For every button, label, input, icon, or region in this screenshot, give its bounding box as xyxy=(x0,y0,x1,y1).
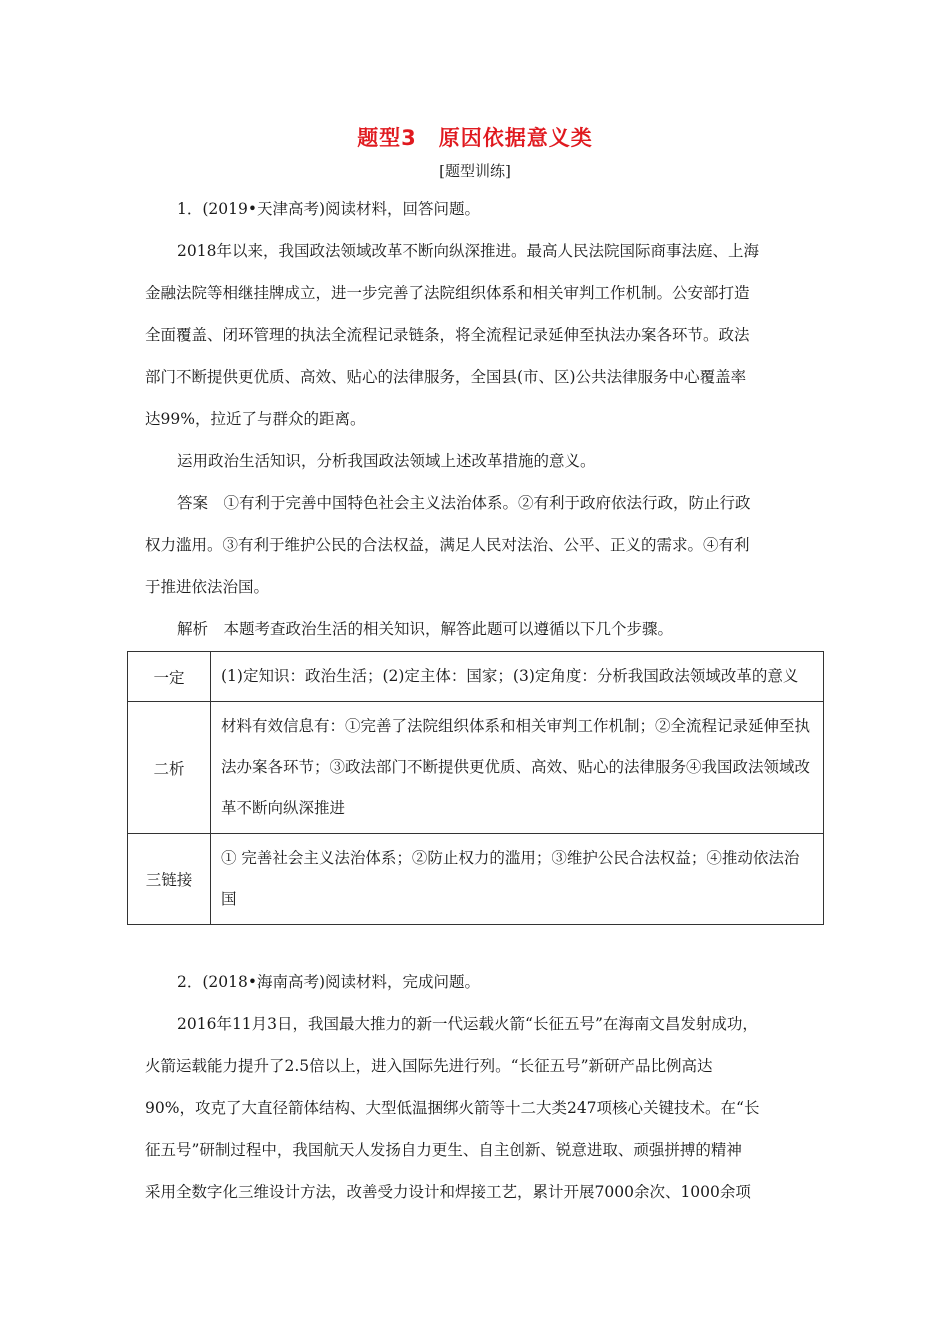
step-label: 三链接 xyxy=(128,834,211,925)
table-row xyxy=(128,834,824,925)
question-2-material-line: 采用全数字化三维设计方法，改善受力设计和焊接工艺，累计开展7000余次、1000余项 xyxy=(145,1183,751,1201)
section-subtitle: [题型训练] xyxy=(439,162,511,180)
question-1-material-line: 部门不断提供更优质、高效、贴心的法律服务，全国县(市、区)公共法律服务中心覆盖率 xyxy=(145,368,747,386)
question-1-material-line: 全面覆盖、闭环管理的执法全流程记录链条，将全流程记录延伸至执法办案各环节。政法 xyxy=(145,326,750,344)
step-content: (1)定知识：政治生活；(2)定主体：国家；(3)定角度：分析我国政法领域改革的意义 xyxy=(211,652,824,702)
table-row xyxy=(128,702,824,834)
answer-line: 答案 ①有利于完善中国特色社会主义法治体系。②有利于政府依法行政，防止行政 xyxy=(177,494,751,512)
question-1-material-line: 达99%，拉近了与群众的距离。 xyxy=(145,410,366,428)
answer-line: 权力滥用。③有利于维护公民的合法权益，满足人民对法治、公平、正义的需求。④有利 xyxy=(145,536,750,554)
question-2-heading: 2．(2018•海南高考)阅读材料，完成问题。 xyxy=(177,973,481,991)
table-row xyxy=(128,652,824,702)
question-2-material-line: 火箭运载能力提升了2.5倍以上，进入国际先进行列。“长征五号”新研产品比例高达 xyxy=(145,1057,713,1075)
question-1-material-line: 金融法院等相继挂牌成立，进一步完善了法院组织体系和相关审判工作机制。公安部打造 xyxy=(145,284,750,302)
step-content: ① 完善社会主义法治体系；②防止权力的滥用；③维护公民合法权益；④推动依法治国 xyxy=(211,834,824,925)
question-1-heading: 1．(2019•天津高考)阅读材料，回答问题。 xyxy=(177,200,481,218)
question-2-material-line: 2016年11月3日，我国最大推力的新一代运载火箭“长征五号”在海南文昌发射成功， xyxy=(177,1015,758,1033)
question-1-prompt: 运用政治生活知识，分析我国政法领域上述改革措施的意义。 xyxy=(177,452,596,470)
analysis-intro: 解析 本题考查政治生活的相关知识，解答此题可以遵循以下几个步骤。 xyxy=(177,620,674,638)
step-content: 材料有效信息有：①完善了法院组织体系和相关审判工作机制；②全流程记录延伸至执法办案各环节；③政法部门不断提供更优质、高效、贴心的法律服务④我国政法领域改革不断向纵深推进 xyxy=(211,702,824,834)
page-title: 题型3 原因依据意义类 xyxy=(357,126,593,150)
answer-line: 于推进依法治国。 xyxy=(145,578,270,596)
step-label: 一定 xyxy=(128,652,211,702)
question-1-material-line: 2018年以来，我国政法领域改革不断向纵深推进。最高人民法院国际商事法庭、上海 xyxy=(177,242,759,260)
question-2-material-line: 90%，攻克了大直径箭体结构、大型低温捆绑火箭等十二大类247项核心关键技术。在“长 xyxy=(145,1099,760,1117)
step-label: 二析 xyxy=(128,702,211,834)
question-2-material-line: 征五号”研制过程中，我国航天人发扬自力更生、自主创新、锐意进取、顽强拼搏的精神 xyxy=(145,1141,742,1159)
analysis-steps-table xyxy=(127,651,824,925)
